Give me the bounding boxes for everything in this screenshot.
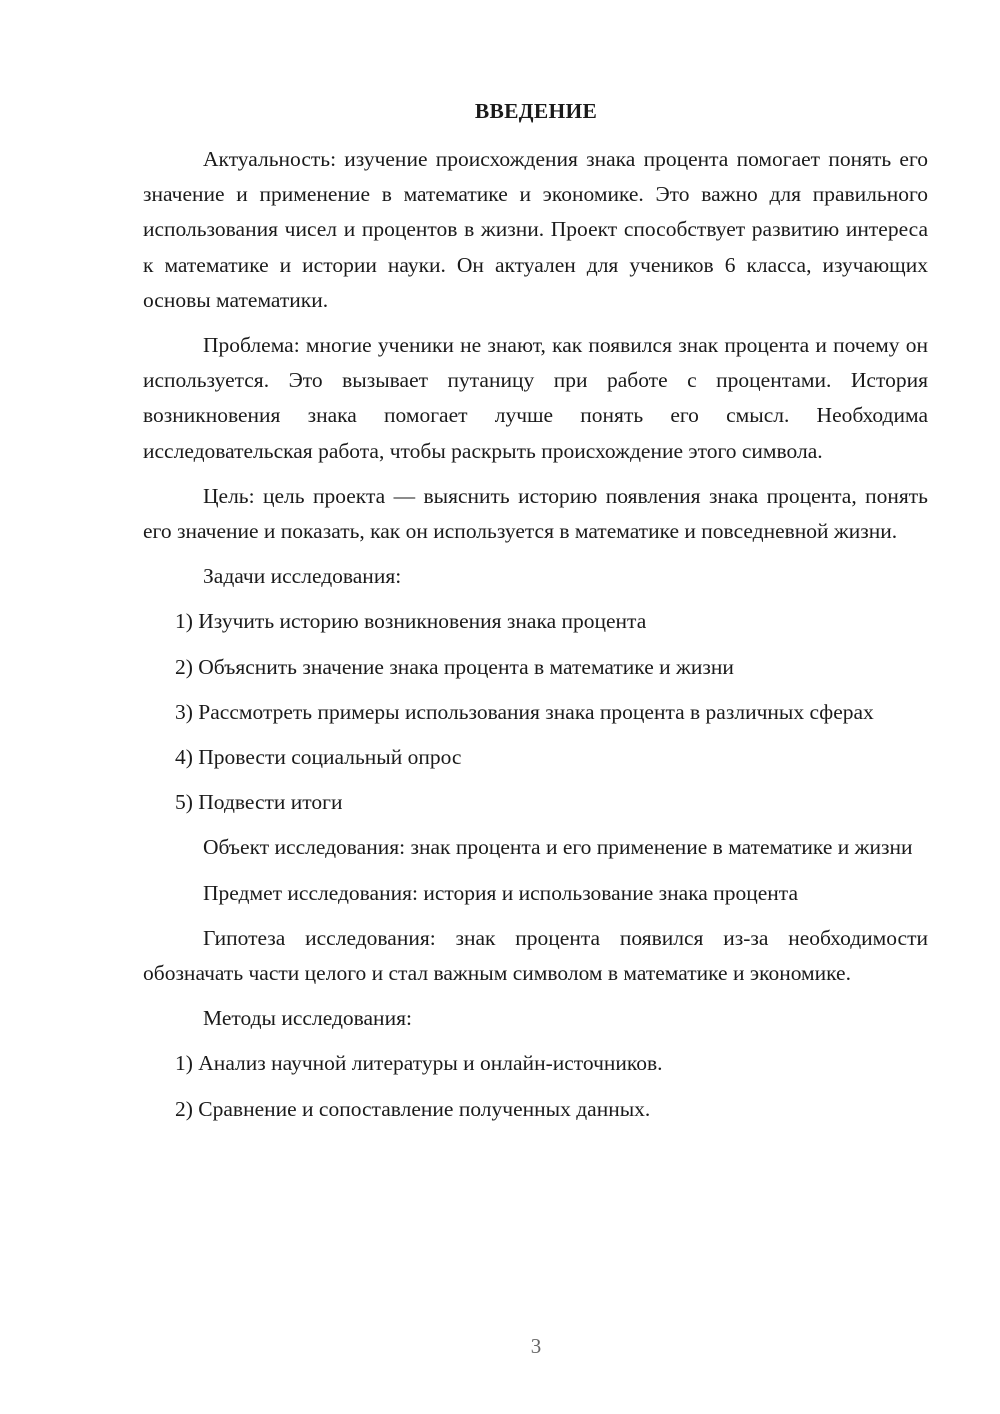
page-number: 3: [530, 1334, 542, 1358]
task-item: 1) Изучить историю возникновения знака процента: [175, 609, 647, 634]
methods-heading: Методы исследования:: [203, 1006, 412, 1031]
page-content: [143, 142, 928, 1137]
goal-paragraph: Цель: цель проекта — выяснить историю появления знака процента, понять его значение и показать, как он используется в математике и повседневной жизни.: [143, 483, 928, 544]
problem-paragraph: Проблема: многие ученики не знают, как появился знак процента и почему он используется. Это вызывает путаницу при работе с процентами. История возникновения знака помогает лучше понять его смысл. Необходима исследовательская работа, чтобы раскрыть происхождение этого символа.: [143, 333, 928, 463]
task-item: 5) Подвести итоги: [175, 790, 343, 815]
subject-paragraph: Предмет исследования: история и использование знака процента: [203, 880, 798, 905]
object-paragraph: Объект исследования: знак процента и его применение в математике и жизни: [203, 835, 913, 860]
task-item: 4) Провести социальный опрос: [175, 745, 462, 770]
task-item: 2) Объяснить значение знака процента в математике и жизни: [175, 654, 734, 679]
tasks-heading: Задачи исследования:: [203, 564, 402, 589]
task-item: 3) Рассмотреть примеры использования знака процента в различных сферах: [175, 699, 874, 724]
section-title: ВВЕДЕНИЕ: [474, 99, 598, 123]
method-item: 2) Сравнение и сопоставление полученных данных.: [175, 1096, 651, 1121]
relevance-paragraph: Актуальность: изучение происхождения знака процента помогает понять его значение и применение в математике и экономике. Это важно для правильного использования чисел и процентов в жизни. Проект способствует развитию интереса к математике и истории науки. Он актуален для учеников 6 класса, изучающих основы математики.: [143, 147, 928, 312]
hypothesis-paragraph: Гипотеза исследования: знак процента появился из-за необходимости обозначать части целого и стал важным символом в математике и экономике.: [143, 925, 928, 986]
method-item: 1) Анализ научной литературы и онлайн-источников.: [175, 1051, 663, 1076]
